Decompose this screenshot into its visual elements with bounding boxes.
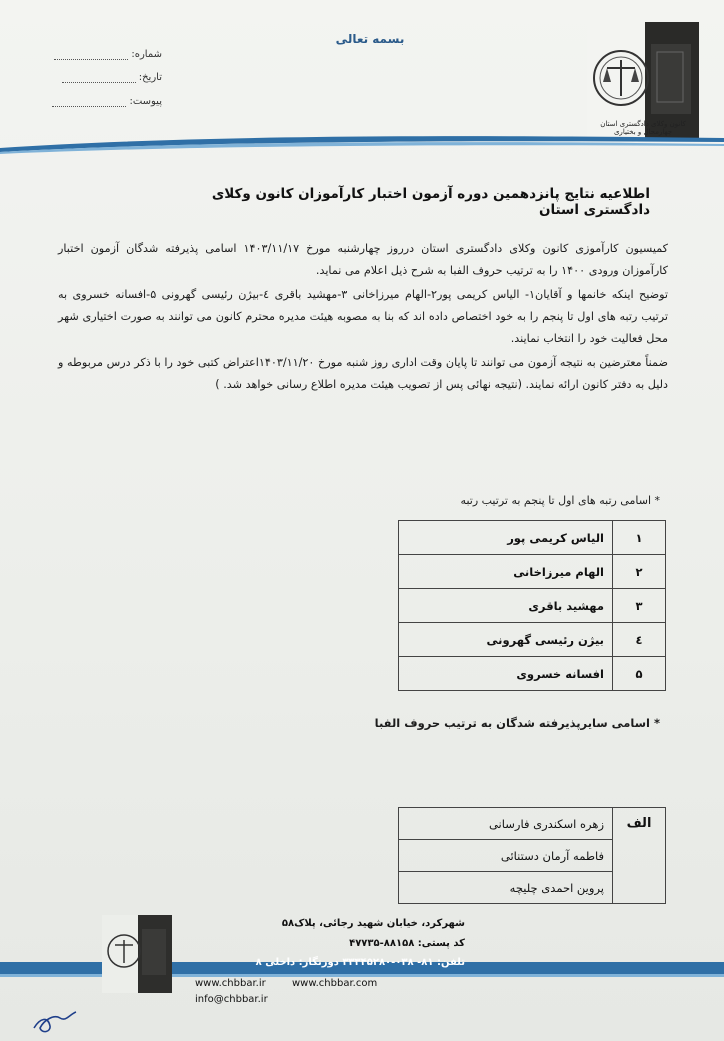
- body-paragraph: کمیسیون کارآموزی کانون وکلای دادگستری استان درروز چهارشنبه مورخ ۱۴۰۳/۱۱/۱۷ اسامی پذیرفته شدگان آزمون اختبار کارآموزان ورودی ۱۴۰۰ را به ترتیب حروف الفبا به شرح ذیل اعلام می نماید.: [58, 242, 668, 277]
- footer-scales-emblem-icon: [102, 915, 172, 993]
- rank-number: ۲: [613, 555, 666, 589]
- footer-logo: [102, 915, 172, 993]
- logo-caption: کانون وکلای دادگستری استان چهارمحال و بختیاری: [600, 120, 686, 136]
- header-wave-band: [0, 132, 724, 154]
- announcement-body: [58, 238, 668, 398]
- meta-number: [30, 49, 162, 60]
- meta-number-dots: [54, 59, 128, 60]
- table-row: [399, 657, 666, 691]
- table-row: [399, 521, 666, 555]
- footer-email[interactable]: info@chbbar.ir: [195, 994, 268, 1005]
- rank-name: الهام میرزاخانی: [399, 555, 613, 589]
- table-row: [399, 623, 666, 657]
- footer-postal: کد پستی: ۸۸۱۵۸-۴۷۷۳۵: [349, 938, 465, 949]
- meta-date: [30, 72, 162, 83]
- alphabet-group: الف: [613, 808, 666, 904]
- rank-number: ۳: [613, 589, 666, 623]
- accepted-name: پروین احمدی چلیچه: [399, 872, 613, 904]
- others-intro: * اسامی سایرپذیرفته شدگان به ترتیب حروف الفبا: [374, 716, 660, 730]
- meta-number-label: شماره:: [131, 49, 162, 60]
- footer-phone: تلفن: ۸۱- ۰۳۸-۳۳۳۴۵۲۸۰ دورنگار: داخلی ۸: [255, 957, 465, 968]
- accepted-name: زهره اسکندری فارسانی: [399, 808, 613, 840]
- footer-address: شهرکرد، خیابان شهید رجائی، پلاک۵۸: [281, 918, 465, 929]
- rank-name: مهشید باقری: [399, 589, 613, 623]
- table-row: [399, 589, 666, 623]
- meta-date-label: تاریخ:: [138, 72, 162, 83]
- body-paragraph: ضمناً معترضین به نتیجه آزمون می توانند تا پایان وقت اداری روز شنبه مورخ ۱۴۰۳/۱۱/۲۰اعتراض کتبی خود را با ذکر درس مربوطه و دلیل به دفتر کانون ارائه نمایند. (نتیجه نهائی پس از تصویب هیئت مدیره اطلاع رسانی خواهد شد. ): [58, 356, 668, 391]
- signature-mark: [30, 1004, 90, 1036]
- rank-name: افسانه خسروی: [399, 657, 613, 691]
- accepted-name: فاطمه آرمان دستنائی: [399, 840, 613, 872]
- meta-attachment: [30, 96, 162, 107]
- footer-website-com[interactable]: www.chbbar.com: [292, 978, 378, 989]
- rank-number: ۱: [613, 521, 666, 555]
- rank-name: بیژن رئیسی گهرونی: [399, 623, 613, 657]
- rank-name: الیاس کریمی پور: [399, 521, 613, 555]
- table-row: [399, 808, 666, 840]
- body-paragraph: توضیح اینکه خانمها و آقایان۱- الیاس کریمی پور۲-الهام میرزاخانی ۳-مهشید باقری ٤-بیژن رئیسی گهرونی ۵-افسانه خسروی به ترتیب رتبه های اول تا پنجم را به خود اختصاص داده اند که بنا به مصوبه هیئت مدیره محترم کانون می توانند به صورت اختیاری شهر محل فعالیت خود را انتخاب نمایند.: [58, 288, 669, 345]
- rank-number: ۵: [613, 657, 666, 691]
- ranks-table: [398, 520, 666, 691]
- rank-number: ٤: [613, 623, 666, 657]
- meta-attachment-label: پیوست:: [129, 96, 162, 107]
- table-row: [399, 555, 666, 589]
- basmala: بسمه تعالی: [335, 32, 405, 46]
- announcement-title: اطلاعیه نتایج پانزدهمین دوره آزمون اختبار کارآموزان کانون وکلای دادگستری استان: [211, 186, 650, 218]
- ranks-intro: * اسامی رتبه های اول تا پنجم به ترتیب رتبه: [460, 494, 660, 507]
- meta-attachment-dots: [52, 106, 126, 107]
- footer-website-ir[interactable]: www.chbbar.ir: [195, 978, 266, 989]
- others-table: [398, 807, 666, 904]
- meta-date-dots: [62, 82, 136, 83]
- bar-association-logo: [587, 22, 699, 140]
